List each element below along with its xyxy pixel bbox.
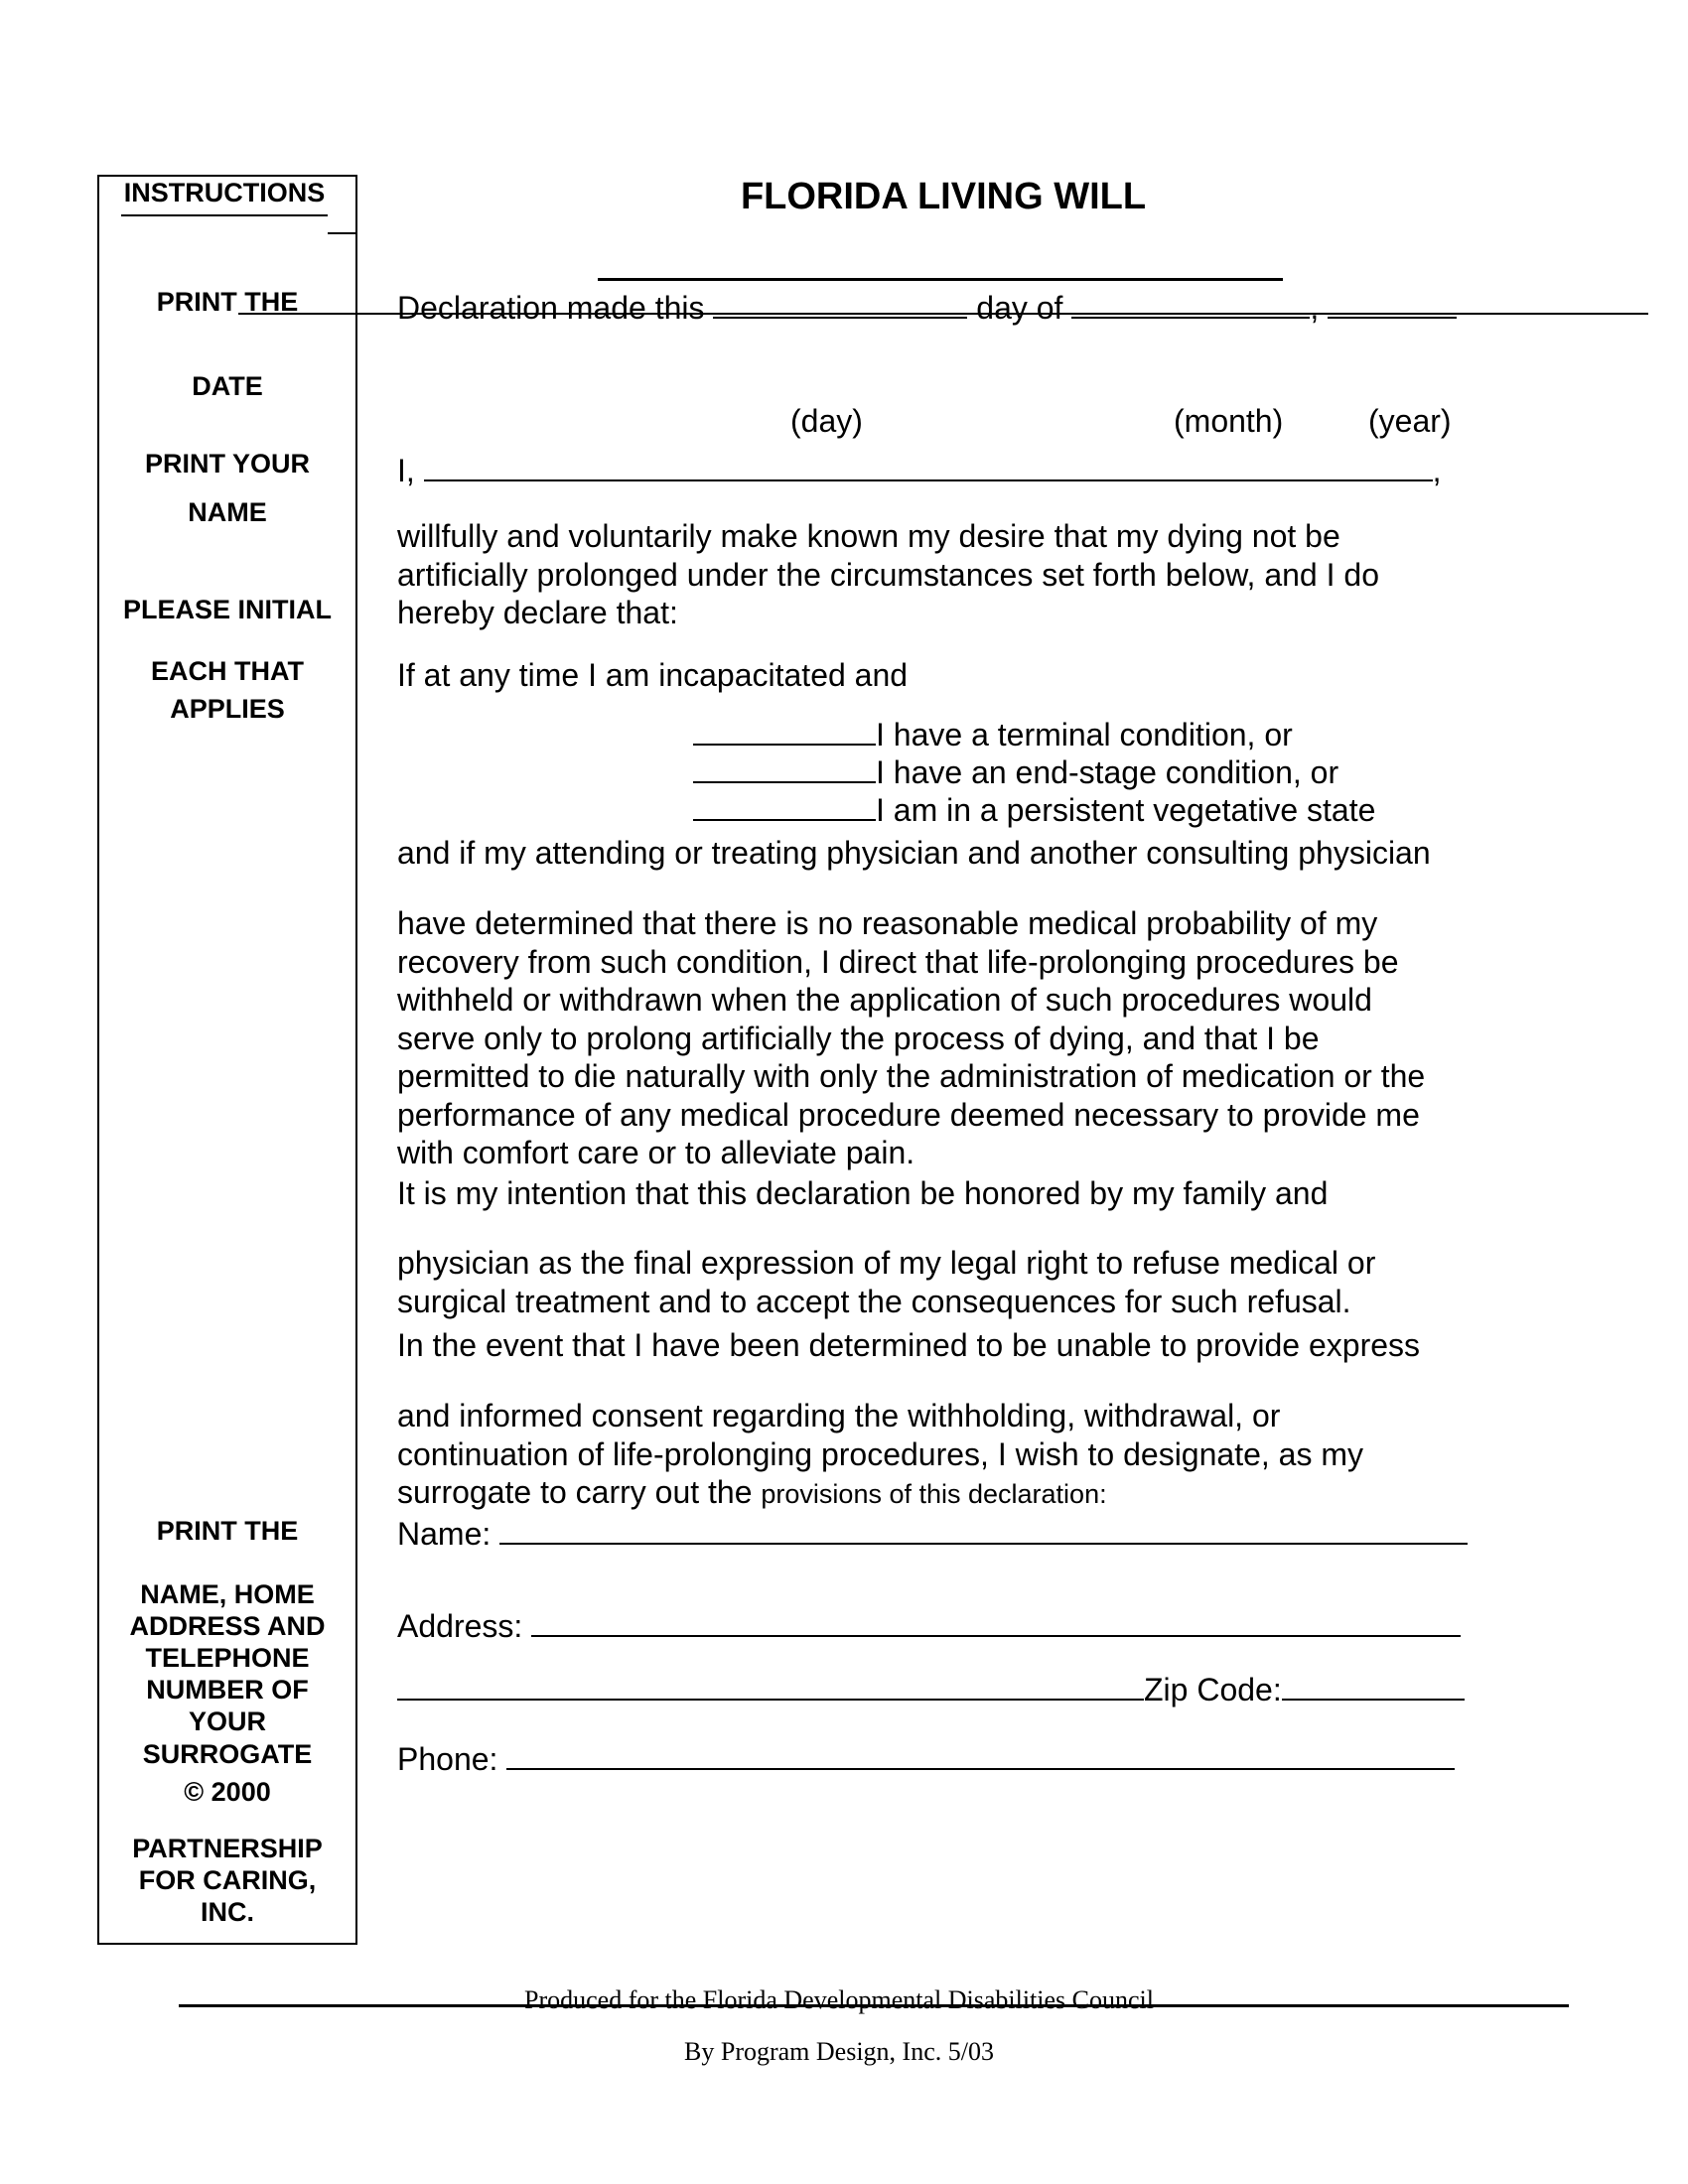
intention-line: It is my intention that this declaration be honored by my family and xyxy=(397,1175,1329,1211)
instructions-heading: INSTRUCTIONS xyxy=(121,177,328,216)
condition-label: I am in a persistent vegetative state xyxy=(876,792,1376,828)
instruction-date: DATE xyxy=(192,371,263,401)
month-caption: (month) xyxy=(1174,403,1284,439)
surrogate-zip-row xyxy=(397,1669,1465,1708)
surrogate-address-row xyxy=(397,1605,1461,1645)
declaration-prefix: Declaration made this xyxy=(397,290,705,326)
surrogate-phone-field[interactable] xyxy=(506,1738,1455,1770)
day-caption: (day) xyxy=(790,403,863,439)
title-underline xyxy=(598,278,1283,281)
instruction-print-the-surrogate: PRINT THE xyxy=(156,1516,299,1546)
condition-terminal xyxy=(693,714,1293,753)
surrogate-name-field[interactable] xyxy=(499,1513,1468,1545)
footer-credit: By Program Design, Inc. 5/03 xyxy=(684,2037,994,2066)
page-title: FLORIDA LIVING WILL xyxy=(740,176,1147,217)
name-label: Name: xyxy=(397,1516,492,1552)
footer-producer: Produced for the Florida Developmental Disabilities Council xyxy=(524,1985,1154,2014)
declarant-name-field[interactable] xyxy=(424,450,1433,481)
address-label: Address: xyxy=(397,1608,523,1644)
instruction-print-your: PRINT YOUR xyxy=(144,449,311,478)
declaration-line xyxy=(397,287,1457,327)
physician-paragraph: physician as the final expression of my legal right to refuse medical or surgical treatment and to accept the consequences for such refusal. xyxy=(397,1245,1376,1319)
surrogate-name-row xyxy=(397,1513,1468,1553)
initial-field[interactable] xyxy=(693,714,876,746)
instruction-name: NAME xyxy=(188,497,267,527)
surrogate-phone-row xyxy=(397,1738,1455,1778)
declarant-line xyxy=(397,450,1442,489)
comma: , xyxy=(1310,290,1320,326)
year-field[interactable] xyxy=(1328,287,1457,319)
organization: PARTNERSHIP FOR CARING, INC. xyxy=(132,1834,323,1927)
determined-paragraph: have determined that there is no reasonable medical probability of my recovery from such condition, I direct that life-prolonging procedures be withheld or withdrawn when the application of such procedures would serve only to prolong artificially the process of dying, and that I be permitted to die naturally with only the administration of medication or the performance of any medical procedure deemed necessary to provide me with comfort care or to alleviate pain. xyxy=(397,905,1426,1170)
surrogate-text: surrogate to carry out the xyxy=(397,1474,753,1510)
intro-paragraph: willfully and voluntarily make known my desire that my dying not be artificially prolonged under the circumstances set forth below, and I do hereby declare that: xyxy=(397,518,1379,630)
phone-label: Phone: xyxy=(397,1741,498,1777)
initial-field[interactable] xyxy=(693,751,876,783)
condition-vegetative xyxy=(693,789,1375,829)
year-caption: (year) xyxy=(1368,403,1452,439)
condition-end-stage xyxy=(693,751,1338,791)
surrogate-provisions: provisions of this declaration: xyxy=(761,1479,1107,1509)
surrogate-address-field[interactable] xyxy=(531,1605,1461,1637)
comma: , xyxy=(1432,453,1442,488)
physician-line: and if my attending or treating physician and another consulting physician xyxy=(397,835,1431,871)
zip-label: Zip Code: xyxy=(1144,1672,1282,1707)
month-field[interactable] xyxy=(1071,287,1310,319)
event-line: In the event that I have been determined to be unable to provide express xyxy=(397,1327,1421,1363)
i-prefix: I, xyxy=(397,453,415,488)
initial-field[interactable] xyxy=(693,789,876,821)
condition-label: I have an end-stage condition, or xyxy=(876,754,1339,790)
surrogate-line xyxy=(397,1473,1107,1513)
day-field[interactable] xyxy=(713,287,967,319)
address-line-2-field[interactable] xyxy=(397,1669,1144,1701)
consent-paragraph: and informed consent regarding the withholding, withdrawal, or continuation of life-prolonging procedures, I wish to designate, as my xyxy=(397,1398,1363,1472)
day-of-label: day of xyxy=(976,290,1063,326)
copyright: © 2000 xyxy=(184,1777,271,1807)
instruction-please-initial: PLEASE INITIAL xyxy=(122,595,332,624)
instruction-surrogate-info: NAME, HOME ADDRESS AND TELEPHONE NUMBER OF YOUR xyxy=(129,1579,326,1736)
if-line: If at any time I am incapacitated and xyxy=(397,657,909,693)
instruction-print-the: PRINT THE xyxy=(156,287,299,317)
divider xyxy=(328,232,355,234)
condition-label: I have a terminal condition, or xyxy=(876,717,1293,752)
instruction-surrogate: SURROGATE xyxy=(142,1739,313,1769)
instruction-applies: APPLIES xyxy=(170,694,285,724)
instruction-each-that: EACH THAT xyxy=(151,656,304,686)
zip-code-field[interactable] xyxy=(1282,1669,1465,1701)
